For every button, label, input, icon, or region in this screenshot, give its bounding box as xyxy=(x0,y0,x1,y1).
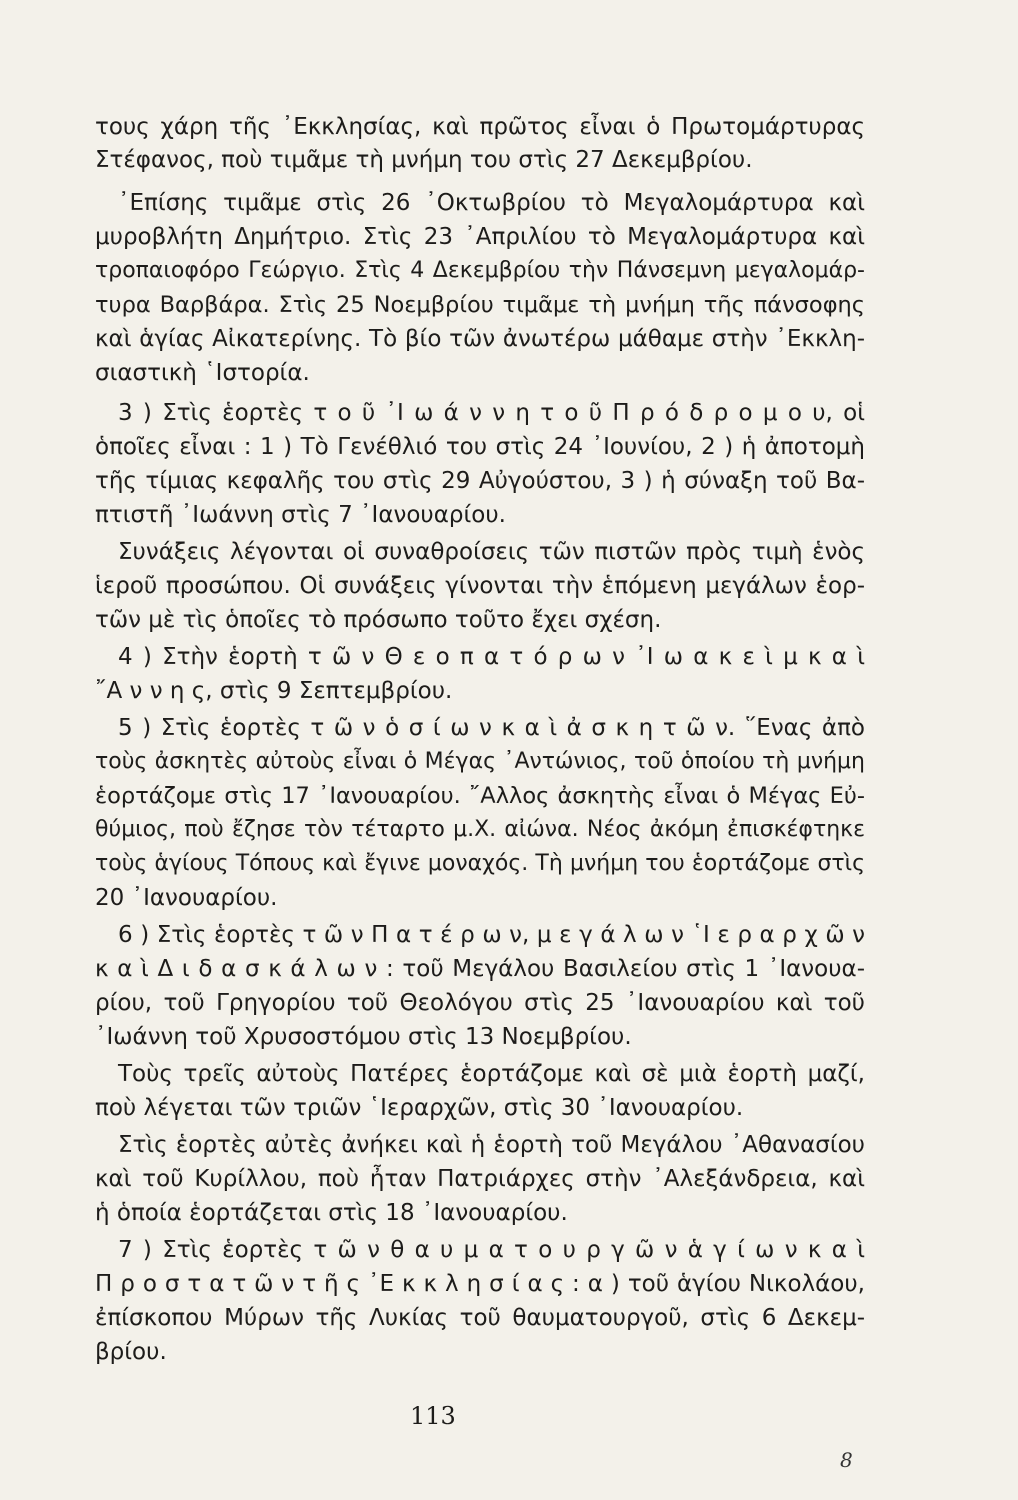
text-line: πτιστῆ ᾿Ιωάννη στὶς 7 ᾿Ιανουαρίου. xyxy=(95,502,506,528)
text-line: τοὺς ἀσκητὲς αὐτοὺς εἶναι ὁ Μέγας ᾿Αντώνιος, τοῦ ὁποίου τὴ μνήμη xyxy=(95,749,865,774)
text-line: καὶ τοῦ Κυρίλλου, ποὺ ἦταν Πατριάρχες στὴν ᾿Αλεξάνδρεια, καὶ xyxy=(95,1166,865,1192)
text-line: καὶ ἁγίας Αἰκατερίνης. Τὸ βίο τῶν ἀνωτέρω μάθαμε στὴν ᾿Εκκλη- xyxy=(95,326,865,352)
corner-mark: 8 xyxy=(840,1448,853,1472)
text-line: ὁποῖες εἶναι : 1 ) Τὸ Γενέθλιό του στὶς 24 ᾿Ιουνίου, 2 ) ἡ ἀποτομὴ xyxy=(95,434,865,460)
text-line: θύμιος, ποὺ ἔζησε τὸν τέταρτο μ.Χ. αἰώνα. Νέος ἀκόμη ἐπισκέφτηκε xyxy=(95,817,865,842)
text-line: 4 ) Στὴν ἑορτὴ τ ῶ ν Θ ε ο π α τ ό ρ ω ν ᾿Ι ω α κ ε ὶ μ κ α ὶ xyxy=(118,644,865,670)
text-line: ἐπίσκοπου Μύρων τῆς Λυκίας τοῦ θαυματουργοῦ, στὶς 6 Δεκεμ- xyxy=(95,1305,865,1331)
text-line: 6 ) Στὶς ἑορτὲς τ ῶ ν Π α τ έ ρ ω ν, μ ε γ ά λ ω ν ῾Ι ε ρ α ρ χ ῶ ν xyxy=(118,922,865,948)
text-line: Π ρ ο σ τ α τ ῶ ν τ ῆ ς ᾿Ε κ κ λ η σ ί α ς : α ) τοῦ ἁγίου Νικολάου, xyxy=(95,1271,865,1297)
text-line: ῎Α ν ν η ς, στὶς 9 Σεπτεμβρίου. xyxy=(95,678,453,704)
text-line: ἡ ὁποία ἑορτάζεται στὶς 18 ᾿Ιανουαρίου. xyxy=(95,1200,568,1226)
text-line: κ α ὶ Δ ι δ α σ κ ά λ ω ν : τοῦ Μεγάλου Βασιλείου στὶς 1 ᾿Ιανουα- xyxy=(95,956,865,982)
page-number: 113 xyxy=(410,1402,456,1430)
text-line: Στέφανος, ποὺ τιμᾶμε τὴ μνήμη του στὶς 27 Δεκεμβρίου. xyxy=(95,147,753,173)
text-line: 3 ) Στὶς ἑορτὲς τ ο ῦ ᾿Ι ω ά ν ν η τ ο ῦ Π ρ ό δ ρ ο μ ο υ, οἱ xyxy=(118,400,865,426)
text-line: 5 ) Στὶς ἑορτὲς τ ῶ ν ὁ σ ί ω ν κ α ὶ ἀ σ κ η τ ῶ ν. ῞Ενας ἀπὸ xyxy=(118,715,865,741)
text-line: τῆς τίμιας κεφαλῆς του στὶς 29 Αὐγούστου, 3 ) ἡ σύναξη τοῦ Βα- xyxy=(95,468,865,494)
text-line: Στὶς ἑορτὲς αὐτὲς ἀνήκει καὶ ἡ ἑορτὴ τοῦ Μεγάλου ᾿Αθανασίου xyxy=(118,1132,865,1158)
text-line: ποὺ λέγεται τῶν τριῶν ῾Ιεραρχῶν, στὶς 30 ᾿Ιανουαρίου. xyxy=(95,1095,744,1121)
text-line: τους χάρη τῆς ᾿Εκκλησίας, καὶ πρῶτος εἶναι ὁ Πρωτομάρτυρας xyxy=(95,114,865,140)
text-line: ἑορτάζομε στὶς 17 ᾿Ιανουαρίου. ῎Αλλος ἀσκητὴς εἶναι ὁ Μέγας Εὐ- xyxy=(95,783,865,809)
text-line: ἱεροῦ προσώπου. Οἱ συνάξεις γίνονται τὴν ἑπόμενη μεγάλων ἑορ- xyxy=(95,573,865,599)
text-line: Τοὺς τρεῖς αὐτοὺς Πατέρες ἑορτάζομε καὶ σὲ μιὰ ἑορτὴ μαζί, xyxy=(118,1061,865,1087)
text-line: τῶν μὲ τὶς ὁποῖες τὸ πρόσωπο τοῦτο ἔχει σχέση. xyxy=(95,607,662,633)
text-line: ρίου, τοῦ Γρηγορίου τοῦ Θεολόγου στὶς 25 ᾿Ιανουαρίου καὶ τοῦ xyxy=(95,990,865,1016)
text-line: τροπαιοφόρο Γεώργιο. Στὶς 4 Δεκεμβρίου τὴν Πάνσεμνη μεγαλομάρ- xyxy=(95,258,865,283)
text-line: Συνάξεις λέγονται οἱ συναθροίσεις τῶν πιστῶν πρὸς τιμὴ ἑνὸς xyxy=(118,539,865,565)
text-line: 7 ) Στὶς ἑορτὲς τ ῶ ν θ α υ μ α τ ο υ ρ γ ῶ ν ἁ γ ί ω ν κ α ὶ xyxy=(118,1237,865,1263)
text-line: βρίου. xyxy=(95,1339,167,1365)
text-line: τοὺς ἁγίους Τόπους καὶ ἔγινε μοναχός. Τὴ μνήμη του ἑορτάζομε στὶς xyxy=(95,851,865,876)
text-line: ᾿Ιωάννη τοῦ Χρυσοστόμου στὶς 13 Νοεμβρίου. xyxy=(95,1024,632,1050)
text-line: σιαστικὴ ῾Ιστορία. xyxy=(95,360,310,386)
text-line: 20 ᾿Ιανουαρίου. xyxy=(95,885,278,911)
text-line: τυρα Βαρβάρα. Στὶς 25 Νοεμβρίου τιμᾶμε τὴ μνήμη τῆς πάνσοφης xyxy=(95,292,865,318)
text-line: ᾿Επίσης τιμᾶμε στὶς 26 ᾿Οκτωβρίου τὸ Μεγαλομάρτυρα καὶ xyxy=(118,190,865,216)
text-line: μυροβλήτη Δημήτριο. Στὶς 23 ᾿Απριλίου τὸ Μεγαλομάρτυρα καὶ xyxy=(95,224,865,250)
